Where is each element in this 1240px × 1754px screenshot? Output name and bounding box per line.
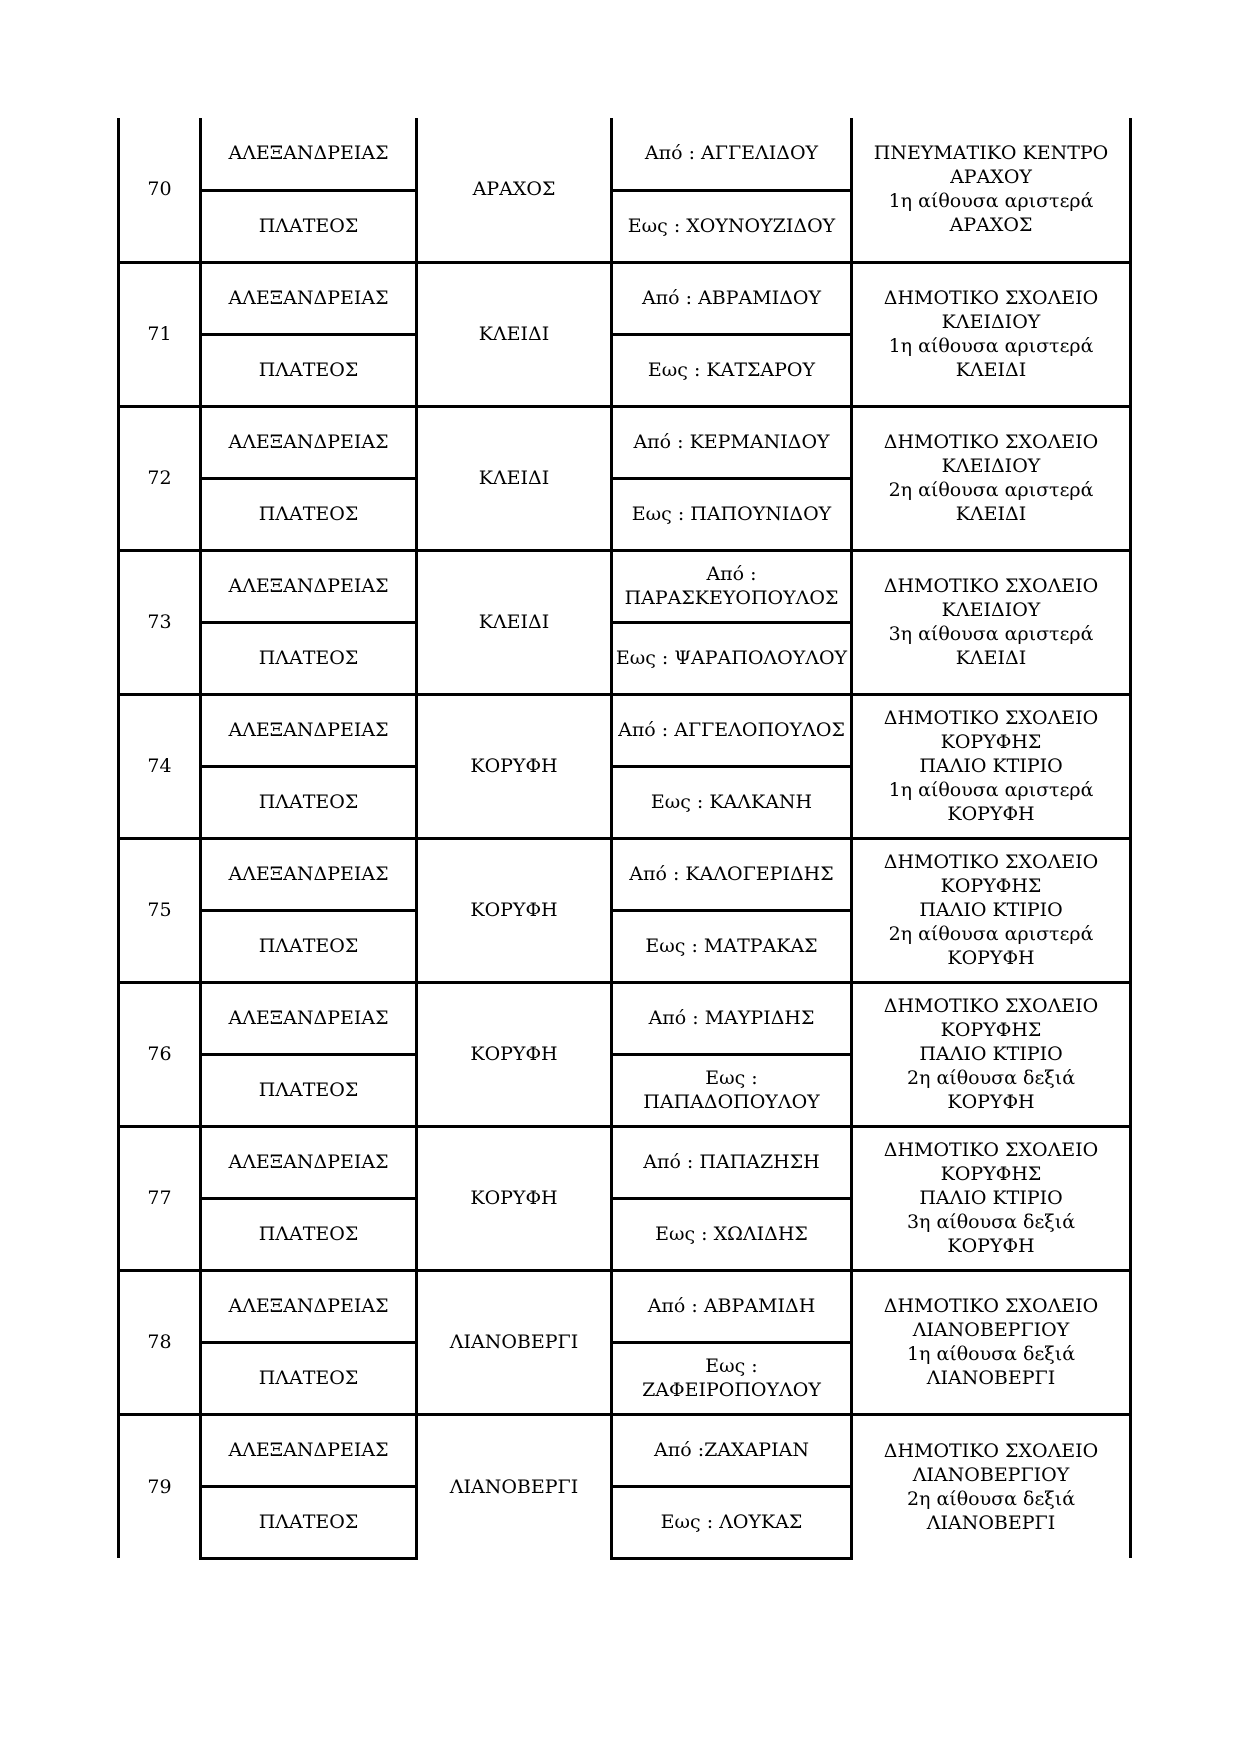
district-cell: ΠΛΑΤΕΟΣ bbox=[201, 910, 417, 982]
range-from-cell: Από : ΠΑΠΑΖΗΣΗ bbox=[612, 1126, 852, 1198]
district-cell: ΑΛΕΞΑΝΔΡΕΙΑΣ bbox=[201, 118, 417, 190]
range-to-cell: Εως : ΠΑΠΑΔΟΠΟΥΛΟΥ bbox=[612, 1054, 852, 1126]
range-to-cell: Εως : ΠΑΠΟΥΝΙΔΟΥ bbox=[612, 478, 852, 550]
range-to-cell: Εως : ΛΟΥΚΑΣ bbox=[612, 1486, 852, 1558]
range-to-cell: Εως : ΜΑΤΡΑΚΑΣ bbox=[612, 910, 852, 982]
table-row bbox=[119, 982, 1131, 1054]
district-cell: ΑΛΕΞΑΝΔΡΕΙΑΣ bbox=[201, 982, 417, 1054]
table-row bbox=[119, 550, 1131, 622]
district-cell: ΑΛΕΞΑΝΔΡΕΙΑΣ bbox=[201, 1126, 417, 1198]
district-cell: ΠΛΑΤΕΟΣ bbox=[201, 766, 417, 838]
table-row bbox=[119, 262, 1131, 334]
polling-place-cell: ΔΗΜΟΤΙΚΟ ΣΧΟΛΕΙΟ ΚΛΕΙΔΙΟΥ 1η αίθουσα αριστερά ΚΛΕΙΔΙ bbox=[852, 262, 1131, 406]
range-from-cell: Από : ΑΒΡΑΜΙΔΗ bbox=[612, 1270, 852, 1342]
polling-place-cell: ΔΗΜΟΤΙΚΟ ΣΧΟΛΕΙΟ ΚΛΕΙΔΙΟΥ 3η αίθουσα αριστερά ΚΛΕΙΔΙ bbox=[852, 550, 1131, 694]
polling-sections-table bbox=[117, 118, 1132, 1560]
area-cell: ΚΛΕΙΔΙ bbox=[417, 550, 612, 694]
range-to-cell: Εως : ΧΟΥΝΟΥΖΙΔΟΥ bbox=[612, 190, 852, 262]
polling-place-cell: ΔΗΜΟΤΙΚΟ ΣΧΟΛΕΙΟ ΚΟΡΥΦΗΣ ΠΑΛΙΟ ΚΤΙΡΙΟ 2η αίθουσα αριστερά ΚΟΡΥΦΗ bbox=[852, 838, 1131, 982]
section-number: 73 bbox=[119, 550, 201, 694]
area-cell: ΚΛΕΙΔΙ bbox=[417, 262, 612, 406]
range-from-cell: Από : ΑΓΓΕΛΟΠΟΥΛΟΣ bbox=[612, 694, 852, 766]
district-cell: ΑΛΕΞΑΝΔΡΕΙΑΣ bbox=[201, 406, 417, 478]
section-number: 75 bbox=[119, 838, 201, 982]
polling-place-cell: ΠΝΕΥΜΑΤΙΚΟ ΚΕΝΤΡΟ ΑΡΑΧΟΥ 1η αίθουσα αριστερά ΑΡΑΧΟΣ bbox=[852, 118, 1131, 262]
polling-place-cell: ΔΗΜΟΤΙΚΟ ΣΧΟΛΕΙΟ ΛΙΑΝΟΒΕΡΓΙΟΥ 2η αίθουσα δεξιά ΛΙΑΝΟΒΕΡΓΙ bbox=[852, 1414, 1131, 1558]
district-cell: ΠΛΑΤΕΟΣ bbox=[201, 622, 417, 694]
section-number: 79 bbox=[119, 1414, 201, 1558]
district-cell: ΑΛΕΞΑΝΔΡΕΙΑΣ bbox=[201, 1270, 417, 1342]
range-from-cell: Από :ΖΑΧΑΡΙΑΝ bbox=[612, 1414, 852, 1486]
district-cell: ΑΛΕΞΑΝΔΡΕΙΑΣ bbox=[201, 550, 417, 622]
area-cell: ΚΛΕΙΔΙ bbox=[417, 406, 612, 550]
section-number: 76 bbox=[119, 982, 201, 1126]
table-row bbox=[119, 1414, 1131, 1486]
district-cell: ΠΛΑΤΕΟΣ bbox=[201, 1342, 417, 1414]
range-to-cell: Εως : ΖΑΦΕΙΡΟΠΟΥΛΟΥ bbox=[612, 1342, 852, 1414]
range-from-cell: Από : ΑΓΓΕΛΙΔΟΥ bbox=[612, 118, 852, 190]
section-number: 78 bbox=[119, 1270, 201, 1414]
table-row bbox=[119, 838, 1131, 910]
section-number: 77 bbox=[119, 1126, 201, 1270]
area-cell: ΚΟΡΥΦΗ bbox=[417, 982, 612, 1126]
polling-place-cell: ΔΗΜΟΤΙΚΟ ΣΧΟΛΕΙΟ ΚΛΕΙΔΙΟΥ 2η αίθουσα αριστερά ΚΛΕΙΔΙ bbox=[852, 406, 1131, 550]
polling-place-cell: ΔΗΜΟΤΙΚΟ ΣΧΟΛΕΙΟ ΛΙΑΝΟΒΕΡΓΙΟΥ 1η αίθουσα δεξιά ΛΙΑΝΟΒΕΡΓΙ bbox=[852, 1270, 1131, 1414]
district-cell: ΑΛΕΞΑΝΔΡΕΙΑΣ bbox=[201, 694, 417, 766]
range-from-cell: Από : ΜΑΥΡΙΔΗΣ bbox=[612, 982, 852, 1054]
table-body bbox=[119, 118, 1131, 1558]
district-cell: ΑΛΕΞΑΝΔΡΕΙΑΣ bbox=[201, 1414, 417, 1486]
section-number: 72 bbox=[119, 406, 201, 550]
range-from-cell: Από : ΚΑΛΟΓΕΡΙΔΗΣ bbox=[612, 838, 852, 910]
section-number: 70 bbox=[119, 118, 201, 262]
table-row bbox=[119, 118, 1131, 190]
section-number: 74 bbox=[119, 694, 201, 838]
table-row bbox=[119, 406, 1131, 478]
polling-place-cell: ΔΗΜΟΤΙΚΟ ΣΧΟΛΕΙΟ ΚΟΡΥΦΗΣ ΠΑΛΙΟ ΚΤΙΡΙΟ 2η αίθουσα δεξιά ΚΟΡΥΦΗ bbox=[852, 982, 1131, 1126]
polling-place-cell: ΔΗΜΟΤΙΚΟ ΣΧΟΛΕΙΟ ΚΟΡΥΦΗΣ ΠΑΛΙΟ ΚΤΙΡΙΟ 3η αίθουσα δεξιά ΚΟΡΥΦΗ bbox=[852, 1126, 1131, 1270]
district-cell: ΠΛΑΤΕΟΣ bbox=[201, 1198, 417, 1270]
district-cell: ΠΛΑΤΕΟΣ bbox=[201, 190, 417, 262]
district-cell: ΠΛΑΤΕΟΣ bbox=[201, 334, 417, 406]
table-row bbox=[119, 1270, 1131, 1342]
range-from-cell: Από : ΚΕΡΜΑΝΙΔΟΥ bbox=[612, 406, 852, 478]
area-cell: ΑΡΑΧΟΣ bbox=[417, 118, 612, 262]
district-cell: ΠΛΑΤΕΟΣ bbox=[201, 478, 417, 550]
table-row bbox=[119, 1126, 1131, 1198]
section-number: 71 bbox=[119, 262, 201, 406]
district-cell: ΑΛΕΞΑΝΔΡΕΙΑΣ bbox=[201, 262, 417, 334]
range-from-cell: Από : ΠΑΡΑΣΚΕΥΟΠΟΥΛΟΣ bbox=[612, 550, 852, 622]
area-cell: ΚΟΡΥΦΗ bbox=[417, 694, 612, 838]
range-to-cell: Εως : ΨΑΡΑΠΟΛΟΥΛΟΥ bbox=[612, 622, 852, 694]
area-cell: ΛΙΑΝΟΒΕΡΓΙ bbox=[417, 1414, 612, 1558]
table-row bbox=[119, 694, 1131, 766]
range-to-cell: Εως : ΧΩΛΙΔΗΣ bbox=[612, 1198, 852, 1270]
range-to-cell: Εως : ΚΑΛΚΑΝΗ bbox=[612, 766, 852, 838]
area-cell: ΚΟΡΥΦΗ bbox=[417, 838, 612, 982]
district-cell: ΑΛΕΞΑΝΔΡΕΙΑΣ bbox=[201, 838, 417, 910]
district-cell: ΠΛΑΤΕΟΣ bbox=[201, 1486, 417, 1558]
range-to-cell: Εως : ΚΑΤΣΑΡΟΥ bbox=[612, 334, 852, 406]
district-cell: ΠΛΑΤΕΟΣ bbox=[201, 1054, 417, 1126]
range-from-cell: Από : ΑΒΡΑΜΙΔΟΥ bbox=[612, 262, 852, 334]
polling-place-cell: ΔΗΜΟΤΙΚΟ ΣΧΟΛΕΙΟ ΚΟΡΥΦΗΣ ΠΑΛΙΟ ΚΤΙΡΙΟ 1η αίθουσα αριστερά ΚΟΡΥΦΗ bbox=[852, 694, 1131, 838]
area-cell: ΛΙΑΝΟΒΕΡΓΙ bbox=[417, 1270, 612, 1414]
area-cell: ΚΟΡΥΦΗ bbox=[417, 1126, 612, 1270]
